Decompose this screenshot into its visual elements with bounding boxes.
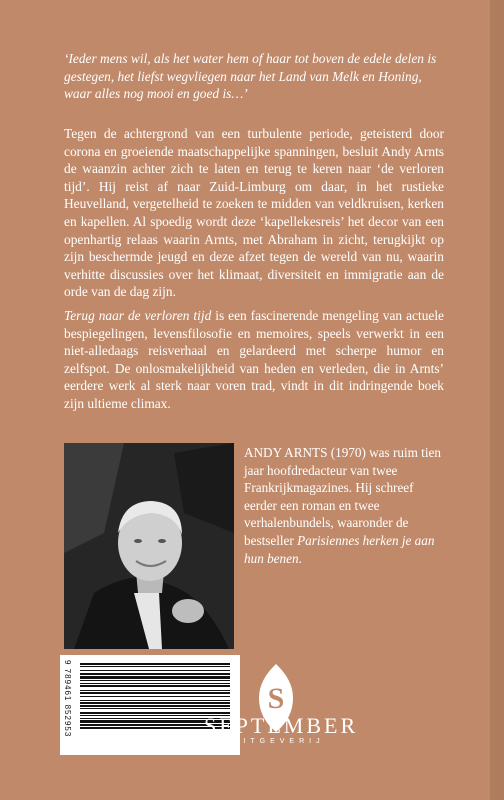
author-bio xyxy=(244,444,444,567)
blurb-paragraph-1: Tegen de achtergrond van een turbulente periode, geteisterd door corona en groeiende maatschappelijke spanningen, besluit Andy Arnts de waanzin achter zich te laten en terug te keren naar ‘de verloren tijd’. Hij reist af naar Zuid-Limburg om daar, in het rustieke Heuvelland, vergetelheid te zoeken te midden van veldkruisen, kerken en kapellen. Al spoedig wordt deze ‘kapellekesreis’ het decor van een openhartig relaas waarin Arnts, met Abraham in zicht, terugkijkt op zijn beschermde jeugd en deze afzet tegen de wereld van nu, waarin verhitte discussies over het klimaat, diversiteit en immigratie aan de orde van de dag zijn. xyxy=(64,126,444,300)
barcode-bar xyxy=(80,676,230,679)
barcode-bar xyxy=(80,666,230,667)
author-photo xyxy=(64,443,234,649)
barcode-bar xyxy=(80,670,230,671)
barcode-bar xyxy=(80,690,230,691)
barcode-bar xyxy=(80,685,230,687)
barcode-bar xyxy=(80,692,230,694)
publisher-name: SEPTEMBER xyxy=(204,713,359,738)
blurb-paragraph-2-text: is een fascinerende mengeling van actuele bespiegelingen, levensfilosofie en memoires, speels verwerkt in een niet-alledaags reisverhaal en gelardeerd met scherpe humor en zelfspot. De onlosmakelijkheid van heden en verleden, die in Arnts’ eerdere werk al sterk naar voren trad, vindt in dit indringende boek zijn ultieme climax. xyxy=(64,308,444,411)
barcode-bar xyxy=(80,700,230,701)
barcode-bar xyxy=(80,683,230,684)
blurb-paragraph-2 xyxy=(64,307,444,413)
barcode-bar xyxy=(80,702,230,704)
isbn-number: 9 789461 852953 xyxy=(63,660,72,738)
book-title-italic: Terug naar de verloren tijd xyxy=(64,308,212,323)
opening-quote: ‘Ieder mens wil, als het water hem of haar tot boven de edele delen is gestegen, het liefst wegvliegen naar het Land van Melk en Honing, waar alles nog mooi en goed is…’ xyxy=(64,51,437,102)
author-bio-text: ANDY ARNTS (1970) was ruim tien jaar hoofdredacteur van twee Frankrijkmagazines. Hij schreef eerder een roman en twee verhalenbundels, waaronder de bestseller xyxy=(244,445,441,548)
publisher-subtitle: UITGEVERIJ xyxy=(233,738,325,745)
barcode-bar xyxy=(80,680,230,681)
spine-edge xyxy=(490,0,504,800)
barcode-bar xyxy=(80,705,230,707)
barcode-bar xyxy=(80,663,230,665)
barcode-bar xyxy=(80,708,230,709)
bestseller-title: Parisiennes herken je aan hun benen xyxy=(244,532,435,566)
barcode-bar xyxy=(80,673,230,675)
logo-letter: S xyxy=(267,682,285,715)
author-bio-end: . xyxy=(298,550,302,566)
barcode-bar xyxy=(80,696,230,697)
author-portrait-illustration xyxy=(64,443,234,649)
